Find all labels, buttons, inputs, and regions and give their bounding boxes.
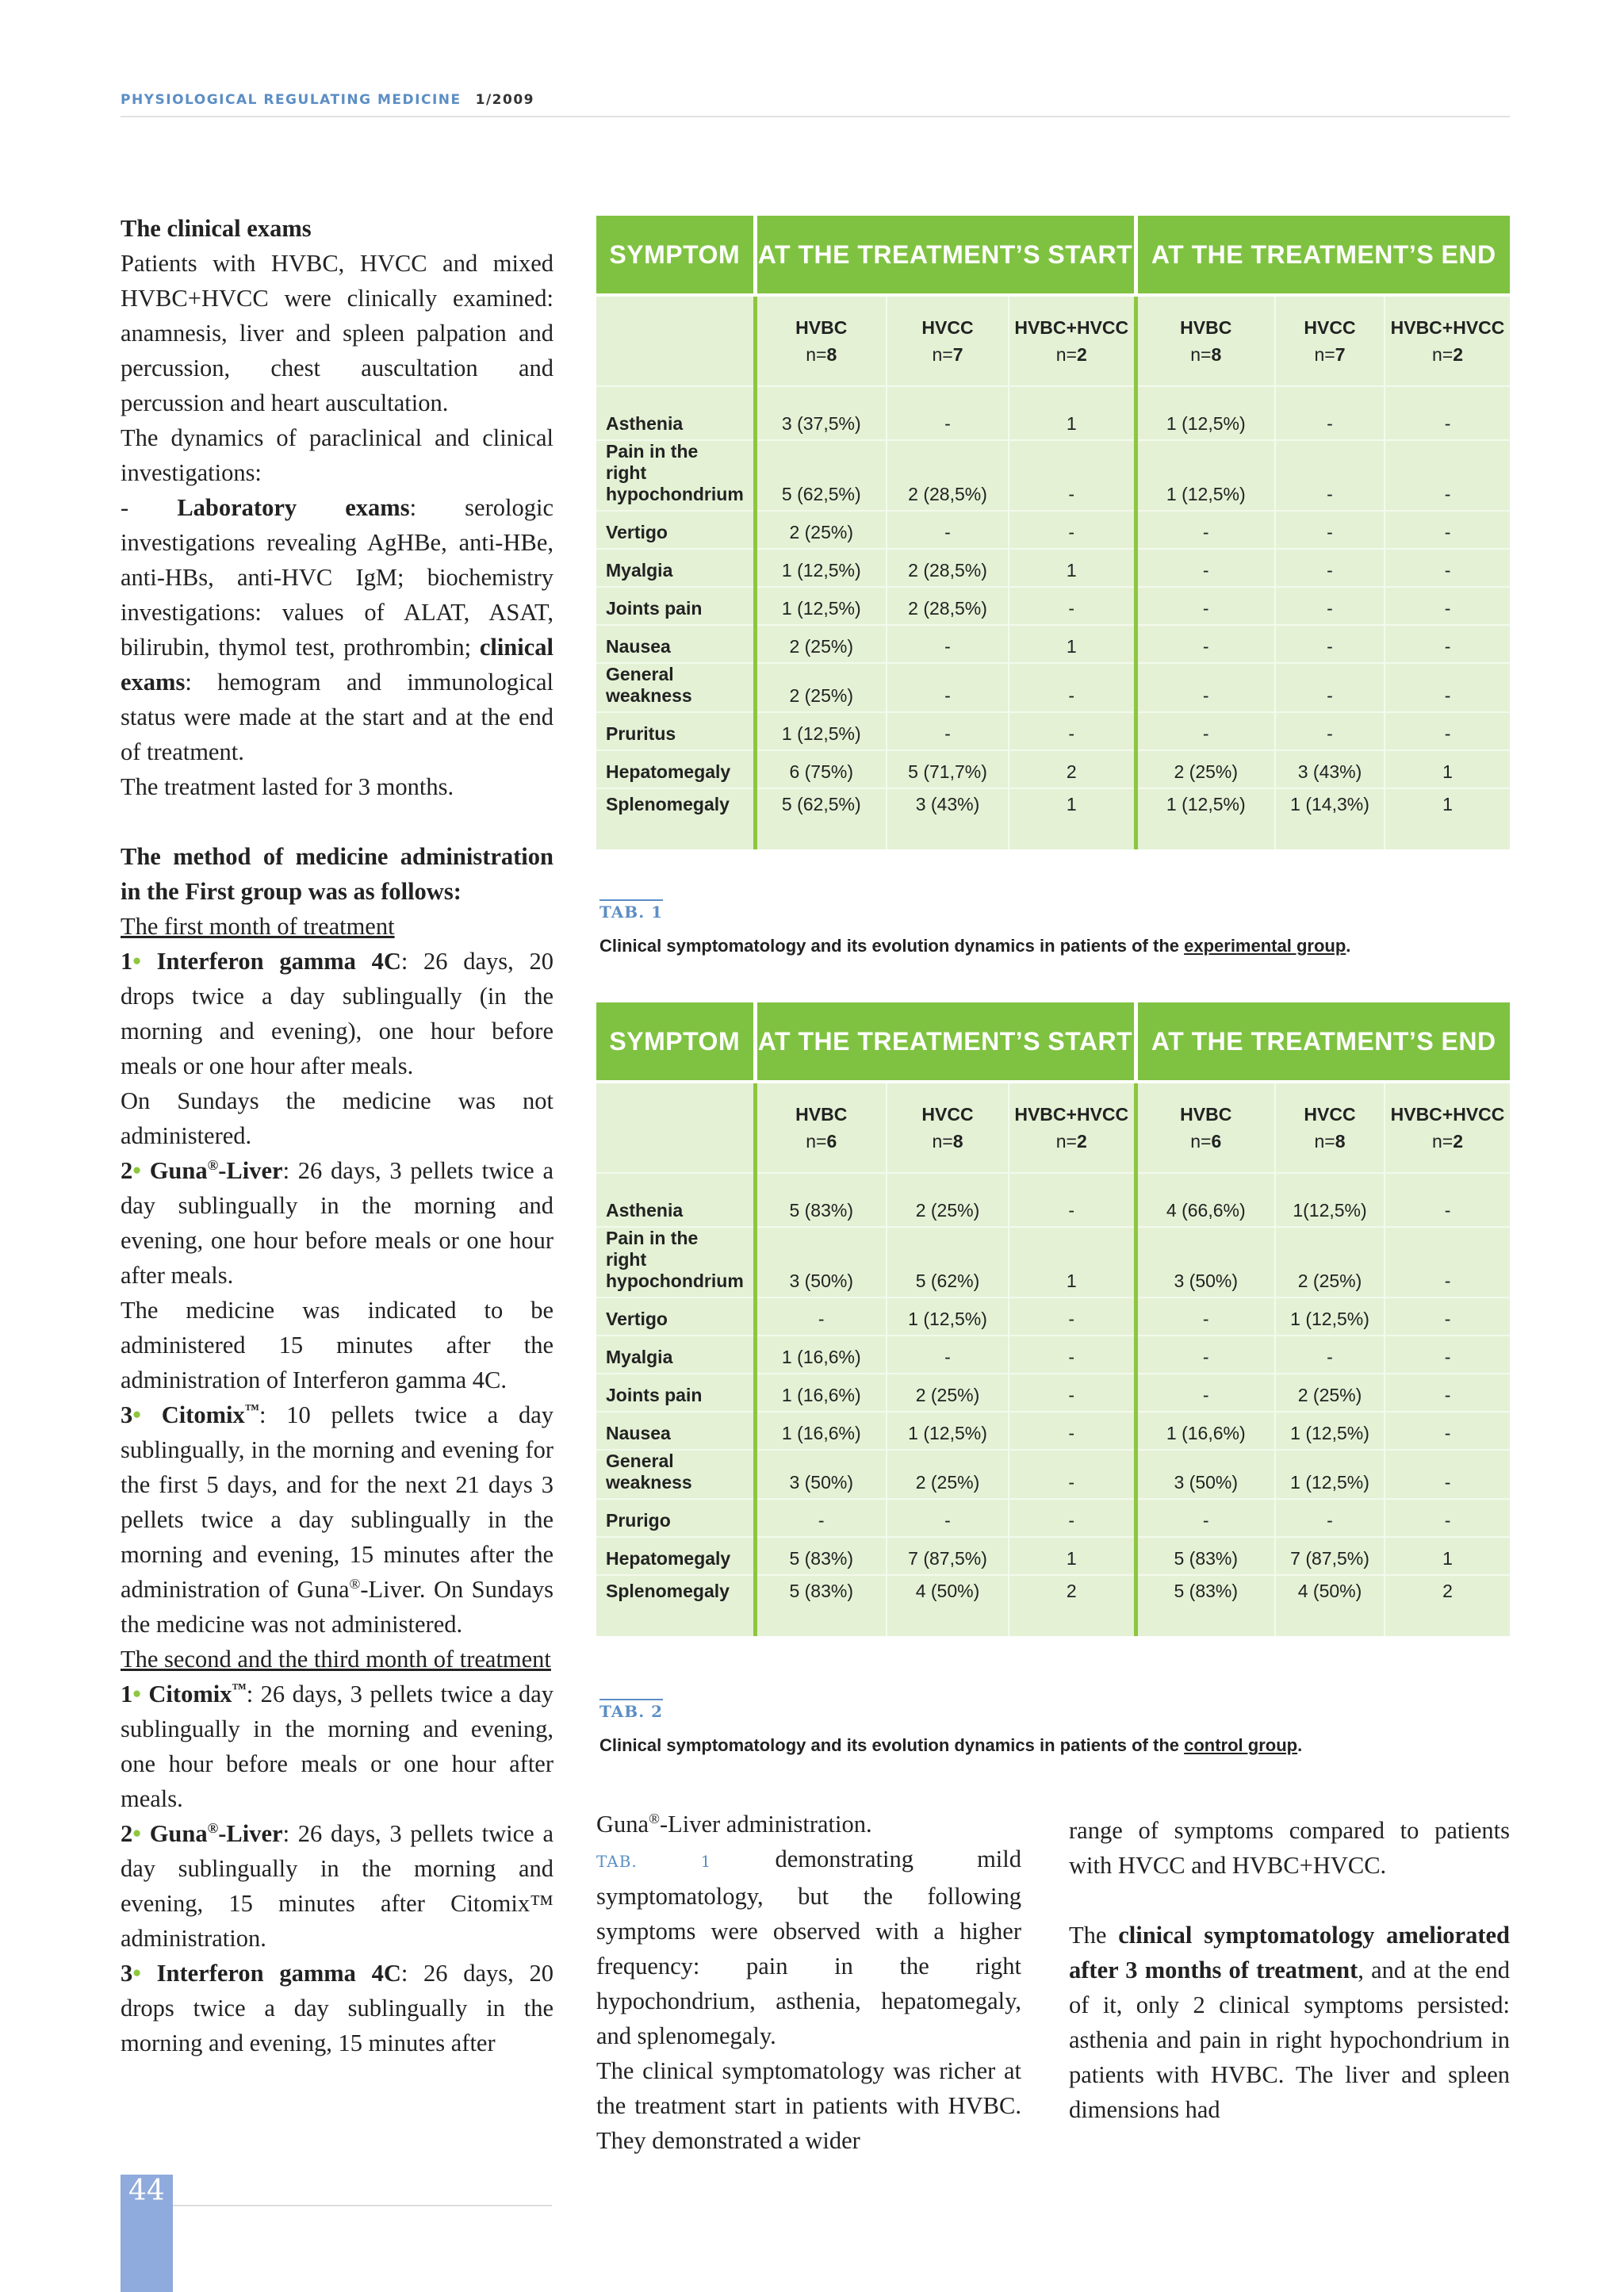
table-row — [596, 1499, 1510, 1537]
list-item: 2• Guna®-Liver: 26 days, 3 pellets twice a day sublingually in the morning and evening, one hour before meals or one hour after meals. — [121, 1156, 553, 1289]
table-cell: 5 (62,5%) — [755, 440, 887, 511]
table-body — [596, 1173, 1510, 1636]
table-2 — [596, 1002, 1510, 1636]
section-heading-clinical-exams: The clinical exams — [121, 215, 312, 242]
table-body — [596, 386, 1510, 849]
symptom-name: Hepatomegaly — [596, 1537, 755, 1575]
table-cell: - — [1009, 587, 1136, 625]
table-cell: 5 (83%) — [755, 1173, 887, 1227]
table-cell: - — [1385, 1499, 1510, 1537]
table-cell: 2 (25%) — [755, 511, 887, 549]
table-cell: - — [1385, 1412, 1510, 1450]
table-cell: - — [1275, 1499, 1385, 1537]
table-cell: - — [887, 1499, 1009, 1537]
column-header: HVCC n=7 — [887, 295, 1009, 386]
table-row — [596, 788, 1510, 849]
table-row — [596, 386, 1510, 440]
table-cell: - — [1136, 663, 1275, 712]
table-cell: 1 — [1009, 386, 1136, 440]
table-cell: - — [1009, 712, 1136, 750]
table-cell: - — [1385, 625, 1510, 663]
table-cell: - — [887, 1336, 1009, 1374]
table-cell: - — [1385, 1374, 1510, 1412]
table-cell: 1 — [1385, 750, 1510, 788]
right-column — [1069, 1813, 1510, 2127]
symptom-name: General weakness — [596, 663, 755, 712]
table-cell: 3 (43%) — [1275, 750, 1385, 788]
table-cell: 4 (50%) — [887, 1575, 1009, 1636]
symptom-name: Pruritus — [596, 712, 755, 750]
table-row — [596, 1450, 1510, 1499]
table-cell: 1 (16,6%) — [755, 1412, 887, 1450]
table-cell: - — [1385, 663, 1510, 712]
symptom-name: Hepatomegaly — [596, 750, 755, 788]
table-cell: 2 (25%) — [887, 1374, 1009, 1412]
table-cell: - — [1009, 1412, 1136, 1450]
table-cell: - — [1136, 1297, 1275, 1336]
table-cell: 3 (37,5%) — [755, 386, 887, 440]
paragraph: On Sundays the medicine was not administered. — [121, 1087, 553, 1149]
table-cell: - — [1136, 587, 1275, 625]
list-item: 2• Guna®-Liver: 26 days, 3 pellets twice a day sublingually in the morning and evening, 15 minutes after Citomix™ administration. — [121, 1819, 553, 1952]
symptom-name: Myalgia — [596, 549, 755, 587]
table-cell: 1 (12,5%) — [1275, 1412, 1385, 1450]
left-column — [121, 211, 553, 2060]
table-cell: 2 (28,5%) — [887, 440, 1009, 511]
table-cell: 1 (12,5%) — [755, 587, 887, 625]
table-cell: 1 (12,5%) — [887, 1297, 1009, 1336]
table-cell: - — [1009, 1374, 1136, 1412]
paragraph: Patients with HVBC, HVCC and mixed HVBC+HVCC were clinically examined: anamnesis, liver and spleen palpation and percussion, chest auscultation and percussion and heart auscultation. — [121, 250, 553, 416]
symptom-name: Vertigo — [596, 511, 755, 549]
table-1-caption-block — [599, 899, 1350, 956]
table-cell: 1 — [1385, 1537, 1510, 1575]
table-cell: - — [755, 1499, 887, 1537]
table-cell: 2 (28,5%) — [887, 587, 1009, 625]
header-treatment-start: AT THE TREATMENT’S START — [755, 216, 1136, 295]
table-cell: 1 (12,5%) — [887, 1412, 1009, 1450]
journal-title: PHYSIOLOGICAL REGULATING MEDICINE — [121, 92, 462, 108]
subheading-first-month: The first month of treatment — [121, 913, 395, 940]
table-1-caption: Clinical symptomatology and its evolution dynamics in patients of the experimental group. — [599, 936, 1351, 956]
symptom-name: Asthenia — [596, 1173, 755, 1227]
table-cell: 1 (12,5%) — [1275, 1450, 1385, 1499]
table-row — [596, 1537, 1510, 1575]
table-cell: - — [1009, 1297, 1136, 1336]
table-cell: 1 (12,5%) — [1136, 440, 1275, 511]
column-header: HVBC+HVCC n=2 — [1009, 295, 1136, 386]
header-symptom: SYMPTOM — [596, 1002, 755, 1082]
table-cell: - — [887, 663, 1009, 712]
table-row — [596, 1575, 1510, 1636]
symptom-name: General weakness — [596, 1450, 755, 1499]
table-cell: - — [1009, 1450, 1136, 1499]
column-header: HVBC n=6 — [755, 1082, 887, 1173]
table-cell: - — [1275, 663, 1385, 712]
middle-column — [596, 1807, 1021, 2158]
subheading-second-third-month: The second and the third month of treatment — [121, 1646, 551, 1673]
table-cell: 3 (50%) — [1136, 1227, 1275, 1297]
table-1-label: TAB. 1 — [599, 899, 663, 922]
symptom-subheader-empty — [596, 1082, 755, 1173]
page-number: 44 — [128, 2175, 165, 2207]
paragraph: - Laboratory exams: serologic investigations revealing AgHBe, anti-HBe, anti-HBs, anti-HVC IgM; biochemistry investigations: values of ALAT, ASAT, bilirubin, thymol test, prothrombin; clinical exams: hemogram and immunological status were made at the start and at the end of treatment. — [121, 494, 553, 765]
table-cell: - — [1275, 712, 1385, 750]
symptom-name: Prurigo — [596, 1499, 755, 1537]
table-cell: - — [1275, 549, 1385, 587]
table-cell: 3 (50%) — [755, 1450, 887, 1499]
table-cell: - — [1385, 1336, 1510, 1374]
table-cell: 7 (87,5%) — [887, 1537, 1009, 1575]
table-cell: 6 (75%) — [755, 750, 887, 788]
paragraph: The dynamics of paraclinical and clinical investigations: — [121, 424, 553, 486]
column-header: HVCC n=8 — [1275, 1082, 1385, 1173]
table-cell: 2 (25%) — [887, 1173, 1009, 1227]
list-item: 3• Interferon gamma 4C: 26 days, 20 drops twice a day sublingually in the morning and evening, 15 minutes after — [121, 1960, 554, 2056]
table-cell: - — [887, 511, 1009, 549]
paragraph: The clinical symptomatology was richer at the treatment start in patients with HVBC. They demonstrated a wider — [596, 2057, 1021, 2154]
table-cell: - — [1385, 1173, 1510, 1227]
header-treatment-start: AT THE TREATMENT’S START — [755, 1002, 1136, 1082]
table-cell: 1 (12,5%) — [1136, 386, 1275, 440]
section-heading-method: The method of medicine administration in the First group was as follows: — [121, 843, 553, 905]
table-2-caption-block — [599, 1699, 1302, 1756]
table-row — [596, 587, 1510, 625]
running-header — [121, 92, 534, 108]
table-cell: 1 — [1009, 1227, 1136, 1297]
table-cell: 1 (12,5%) — [1136, 788, 1275, 849]
table-row — [596, 663, 1510, 712]
column-header: HVBC+HVCC n=2 — [1385, 295, 1510, 386]
table-cell: - — [1385, 1227, 1510, 1297]
table-row — [596, 1336, 1510, 1374]
table-cell: 5 (62%) — [887, 1227, 1009, 1297]
table-cell: - — [1385, 511, 1510, 549]
table-cell: 4 (66,6%) — [1136, 1173, 1275, 1227]
table-cell: - — [1275, 386, 1385, 440]
table-cell: - — [1275, 587, 1385, 625]
table-row — [596, 1374, 1510, 1412]
table-reference: TAB. 1 — [596, 1852, 712, 1871]
table-cell: 1 (12,5%) — [755, 549, 887, 587]
table-cell: 1 (16,6%) — [755, 1336, 887, 1374]
table-cell: 1 — [1009, 549, 1136, 587]
symptom-name: Asthenia — [596, 386, 755, 440]
table-2-caption: Clinical symptomatology and its evolution dynamics in patients of the control group. — [599, 1735, 1303, 1755]
table-row — [596, 1412, 1510, 1450]
list-item: 1• Citomix™: 26 days, 3 pellets twice a day sublingually in the morning and evening, one hour before meals or one hour after meals. — [121, 1680, 553, 1812]
header-treatment-end: AT THE TREATMENT’S END — [1136, 216, 1510, 295]
footer-divider — [173, 2205, 552, 2206]
table-cell: - — [1136, 712, 1275, 750]
table-cell: 5 (83%) — [1136, 1575, 1275, 1636]
table-cell: - — [1385, 549, 1510, 587]
table-cell: - — [1385, 712, 1510, 750]
symptom-name: Pain in the right hypochondrium — [596, 440, 755, 511]
table-cell: 5 (62,5%) — [755, 788, 887, 849]
table-cell: 2 (25%) — [1275, 1374, 1385, 1412]
column-group-row — [596, 295, 1510, 386]
paragraph: range of symptoms compared to patients with HVCC and HVBC+HVCC. — [1069, 1817, 1510, 1879]
table-cell: 1(12,5%) — [1275, 1173, 1385, 1227]
table-row — [596, 1297, 1510, 1336]
table-cell: 2 — [1009, 1575, 1136, 1636]
symptom-name: Nausea — [596, 625, 755, 663]
table-cell: 2 (28,5%) — [887, 549, 1009, 587]
table-cell: 2 — [1009, 750, 1136, 788]
table-cell: - — [1009, 440, 1136, 511]
table-cell: - — [1009, 1336, 1136, 1374]
table-cell: - — [1136, 625, 1275, 663]
table-cell: 4 (50%) — [1275, 1575, 1385, 1636]
header-treatment-end: AT THE TREATMENT’S END — [1136, 1002, 1510, 1082]
table-cell: 5 (71,7%) — [887, 750, 1009, 788]
table-cell: 3 (50%) — [755, 1227, 887, 1297]
table-cell: - — [1136, 1499, 1275, 1537]
table-cell: 5 (83%) — [755, 1537, 887, 1575]
table-cell: - — [1275, 625, 1385, 663]
table-cell: 2 (25%) — [1136, 750, 1275, 788]
symptom-name: Joints pain — [596, 587, 755, 625]
list-item: 1• Interferon gamma 4C: 26 days, 20 drops twice a day sublingually (in the morning and evening), one hour before meals or one hour after meals. — [121, 948, 554, 1079]
symptom-name: Myalgia — [596, 1336, 755, 1374]
symptom-name: Joints pain — [596, 1374, 755, 1412]
table-cell: 1 (12,5%) — [1275, 1297, 1385, 1336]
table-row — [596, 1227, 1510, 1297]
paragraph: The medicine was indicated to be administered 15 minutes after the administration of Interferon gamma 4C. — [121, 1297, 553, 1393]
symptom-name: Vertigo — [596, 1297, 755, 1336]
table-cell: - — [887, 712, 1009, 750]
table-cell: 3 (50%) — [1136, 1450, 1275, 1499]
paragraph: TAB. 1 demonstrating mild symptomatology, but the following symptoms were observed with a higher frequency: pain in the right hypochondrium, asthenia, hepatomegaly, and splenomegaly. — [596, 1845, 1021, 2049]
table-cell: 3 (43%) — [887, 788, 1009, 849]
table-cell: 1 — [1385, 788, 1510, 849]
column-header: HVBC n=8 — [1136, 295, 1275, 386]
table-cell: - — [1136, 1336, 1275, 1374]
column-group-row — [596, 1082, 1510, 1173]
table-cell: 2 (25%) — [755, 663, 887, 712]
column-header: HVBC+HVCC n=2 — [1009, 1082, 1136, 1173]
column-header: HVBC n=8 — [755, 295, 887, 386]
table-cell: - — [887, 386, 1009, 440]
table-cell: - — [1275, 511, 1385, 549]
issue-number: 1/2009 — [475, 92, 534, 108]
table-cell: - — [1009, 1499, 1136, 1537]
table-cell: - — [1385, 386, 1510, 440]
table-cell: 1 — [1009, 1537, 1136, 1575]
table-row — [596, 549, 1510, 587]
table-cell: - — [1009, 511, 1136, 549]
table-1 — [596, 216, 1510, 849]
table-row — [596, 1173, 1510, 1227]
table-cell: 1 (14,3%) — [1275, 788, 1385, 849]
table-cell: - — [1275, 440, 1385, 511]
symptom-subheader-empty — [596, 295, 755, 386]
table-row — [596, 750, 1510, 788]
table-cell: 2 (25%) — [1275, 1227, 1385, 1297]
table-cell: 1 (12,5%) — [755, 712, 887, 750]
table-cell: 2 (25%) — [887, 1450, 1009, 1499]
column-header: HVCC n=7 — [1275, 295, 1385, 386]
column-header: HVBC n=6 — [1136, 1082, 1275, 1173]
table-cell: - — [1385, 1297, 1510, 1336]
table-cell: - — [1385, 1450, 1510, 1499]
table-cell: - — [1009, 663, 1136, 712]
symptom-name: Splenomegaly — [596, 1575, 755, 1636]
paragraph: The clinical symptomatology ameliorated after 3 months of treatment, and at the end of it, only 2 clinical symptoms persisted: asthenia and pain in right hypochondrium in patients with HVBC. The liver and spleen dimensions had — [1069, 1922, 1511, 2123]
header-symptom: SYMPTOM — [596, 216, 755, 295]
column-header: HVCC n=8 — [887, 1082, 1009, 1173]
symptom-name: Splenomegaly — [596, 788, 755, 849]
symptom-name: Nausea — [596, 1412, 755, 1450]
table-row — [596, 511, 1510, 549]
table-cell: - — [1275, 1336, 1385, 1374]
table-cell: - — [887, 625, 1009, 663]
table-cell: 1 (16,6%) — [755, 1374, 887, 1412]
table-cell: 5 (83%) — [755, 1575, 887, 1636]
table-cell: - — [1009, 1173, 1136, 1227]
table-cell: 7 (87,5%) — [1275, 1537, 1385, 1575]
table-row — [596, 625, 1510, 663]
table-cell: - — [1136, 549, 1275, 587]
paragraph: The treatment lasted for 3 months. — [121, 773, 454, 800]
table-cell: - — [1136, 511, 1275, 549]
table-2-label: TAB. 2 — [599, 1699, 663, 1721]
table-cell: 1 (16,6%) — [1136, 1412, 1275, 1450]
table-cell: 5 (83%) — [1136, 1537, 1275, 1575]
table-cell: 2 (25%) — [755, 625, 887, 663]
table-row — [596, 712, 1510, 750]
table-cell: 1 — [1009, 788, 1136, 849]
table-row — [596, 440, 1510, 511]
table-cell: - — [755, 1297, 887, 1336]
table-cell: 1 — [1009, 625, 1136, 663]
table-cell: 2 — [1385, 1575, 1510, 1636]
paragraph: Guna®-Liver administration. — [596, 1810, 872, 1838]
symptom-name: Pain in the right hypochondrium — [596, 1227, 755, 1297]
header-divider — [121, 116, 1510, 117]
list-item: 3• Citomix™: 10 pellets twice a day sublingually, in the morning and evening for the first 5 days, and for the next 21 days 3 pellets twice a day sublingually in the morning and evening, 15 minutes after the administration of Guna®-Liver. On Sundays the medicine was not administered. — [121, 1401, 554, 1638]
table-cell: - — [1136, 1374, 1275, 1412]
table-cell: - — [1385, 587, 1510, 625]
table-cell: - — [1385, 440, 1510, 511]
column-header: HVBC+HVCC n=2 — [1385, 1082, 1510, 1173]
